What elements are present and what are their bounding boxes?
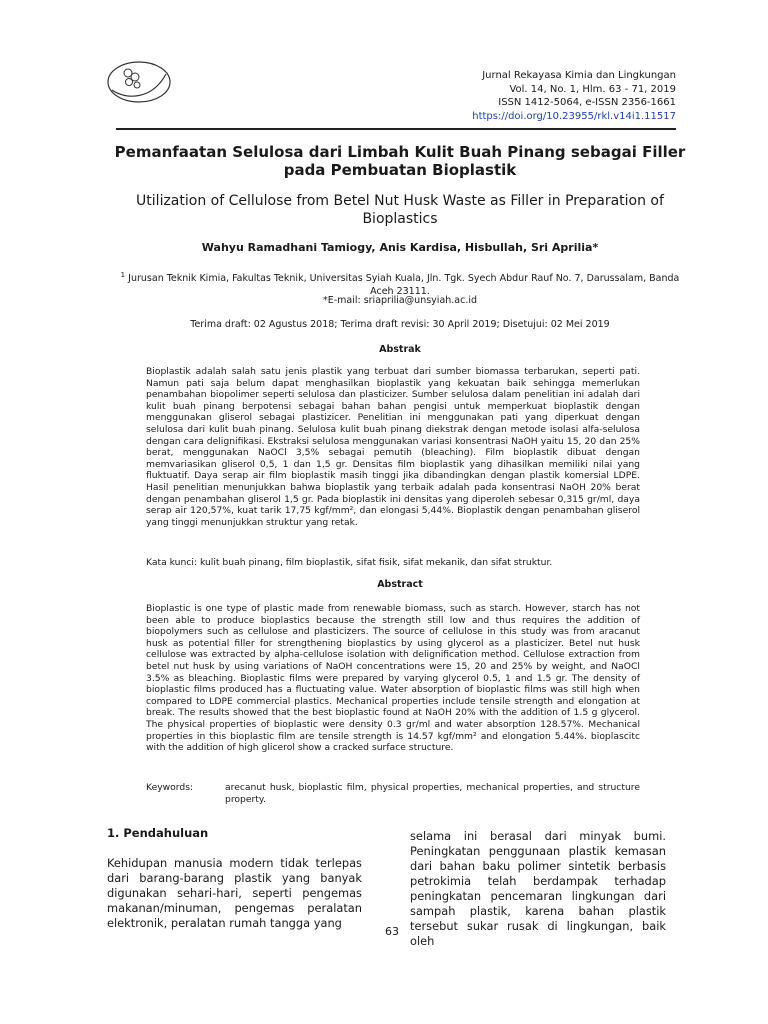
journal-info — [356, 69, 676, 123]
authors: Wahyu Ramadhani Tamiogy, Anis Kardisa, Hisbullah, Sri Aprilia* — [201, 241, 599, 254]
section-heading: 1. Pendahuluan — [107, 826, 209, 840]
doi-link[interactable]: https://doi.org/10.23955/rkl.v14i1.11517 — [472, 110, 676, 122]
email: *E-mail: sriaprilia@unsyiah.ac.id — [322, 295, 478, 306]
journal-volume: Vol. 14, No. 1, Hlm. 63 - 71, 2019 — [509, 83, 676, 95]
submission-dates: Terima draft: 02 Agustus 2018; Terima draft revisi: 30 April 2019; Disetujui: 02 Mei 2019 — [190, 319, 610, 330]
title-english: Utilization of Cellulose from Betel Nut Husk Waste as Filler in Preparation of Bioplastics — [136, 193, 664, 227]
page-number: 63 — [385, 925, 399, 938]
right-column-text: selama ini berasal dari minyak bumi. Peningkatan penggunaan plastik kemasan dari bahan baku polimer sintetik berbasis petrokimia telah berdampak terhadap peningkatan pencemaran lingkungan dari sampah plastik, karena bahan plastik tersebut sukar rusak di lingkungan, baik oleh — [410, 829, 666, 948]
affiliation-text: Jurusan Teknik Kimia, Fakultas Teknik, Universitas Syiah Kuala, Jln. Tgk. Syech Abdur Rauf No. 7, Darussalam, Banda Aceh 23111. — [128, 273, 680, 298]
title-indonesian: Pemanfaatan Selulosa dari Limbah Kulit Buah Pinang sebagai Filler pada Pembuatan Bioplastik — [114, 143, 686, 179]
affiliation-marker: 1 — [120, 271, 126, 279]
affiliation — [120, 269, 680, 298]
keywords-label: Keywords: — [146, 782, 194, 793]
header-rule — [116, 128, 676, 130]
abstract-text: Bioplastic is one type of plastic made from renewable biomass, such as starch. However, starch has not been able to produce bioplastics because the strength still low and thus requires the addition of biopolymers such as cellulose and plasticizers. The source of cellulose in this study was from aracanut husk as potential filler for strengthening bioplastics by using glycerol as a plasticizer. Betel nut husk cellulose was extracted by alpha-cellulose isolation with delignification method. Cellulose extraction from betel nut husk by using variations of NaOH concentrations were 15, 20 and 25% by weight, and NaOCl 3.5% as bleaching. Bioplastic films were prepared by varying glycerol 0.5, 1 and 1.5 gr. The density of bioplastic films produced has a fluctuating value. Water absorption of bioplastic films was still high when compared to LDPE commercial plastics. Mechanical properties include tensile strength and elongation at break. The results showed that the best bioplastic found at NaOH 20% with the addition of 1.5 g glycerol. The physical properties of bioplastic were density 0.3 gr/ml and water absorption 128.57%. Mechanical properties in this bioplastic film are tensile strength is 14.57 kgf/mm² and elongation 5.44%. bioplascitc with the addition of high glicerol show a cracked surface structure. — [146, 603, 640, 754]
kata-kunci: Kata kunci: kulit buah pinang, film bioplastik, sifat fisik, sifat mekanik, dan sifat struktur. — [146, 557, 553, 568]
keywords-text: arecanut husk, bioplastic film, physical properties, mechanical properties, and structure property. — [225, 782, 640, 805]
abstract-heading: Abstract — [377, 579, 423, 590]
abstrak-heading: Abstrak — [379, 344, 421, 355]
left-column-text: Kehidupan manusia modern tidak terlepas dari barang-barang plastik yang banyak digunakan sehari-hari, seperti pengemas makanan/minuman, pengemas peralatan elektronik, peralatan rumah tangga yang — [107, 856, 362, 930]
journal-logo — [106, 60, 172, 104]
abstrak-text: Bioplastik adalah salah satu jenis plastik yang terbuat dari sumber biomassa terbarukan, seperti pati. Namun pati saja belum dapat menghasilkan bioplastik yang kekuatan baik sehingga memerlukan penambahan biopolimer seperti selulosa dan plasticizer. Sumber selulosa dalam penelitian ini adalah dari kulit buah pinang berpotensi sebagai bahan bahan pengisi untuk memperkuat bioplastik dengan menggunakan gliserol sebagai plastizicer. Penelitian ini menggunakan pati yang diperkuat dengan selulosa dari kulit buah pinang. Selulosa kulit buah pinang diekstrak dengan metode isolasi alfa-selulosa dengan cara delignifikasi. Ekstraksi selulosa menggunakan variasi konsentrasi NaOH yaitu 15, 20 dan 25% berat, menggunakan NaOCl 3,5% sebagai pemutih (bleaching). Film bioplastik dibuat dengan memvariasikan gliserol 0,5, 1 dan 1,5 gr. Densitas film bioplastik yang dihasilkan memiliki nilai yang fluktuatif. Daya serap air film bioplastik masih tinggi jika dibandingkan dengan plastik komersial LDPE. Hasil penelitian menunjukkan bahwa bioplastik yang terbaik adalah pada konsentrasi NaOH 20% berat dengan penambahan gliserol 1,5 gr. Pada bioplastik ini densitas yang diperoleh sebesar 0,315 gr/ml, daya serap air 120,57%, kuat tarik 17,75 kgf/mm², dan elongasi 5,44%. Bioplastik dengan penambahan gliserol yang tinggi menunjukkan struktur yang retak. — [146, 366, 640, 528]
journal-issn: ISSN 1412-5064, e-ISSN 2356-1661 — [498, 97, 676, 108]
journal-name: Jurnal Rekayasa Kimia dan Lingkungan — [482, 70, 676, 81]
